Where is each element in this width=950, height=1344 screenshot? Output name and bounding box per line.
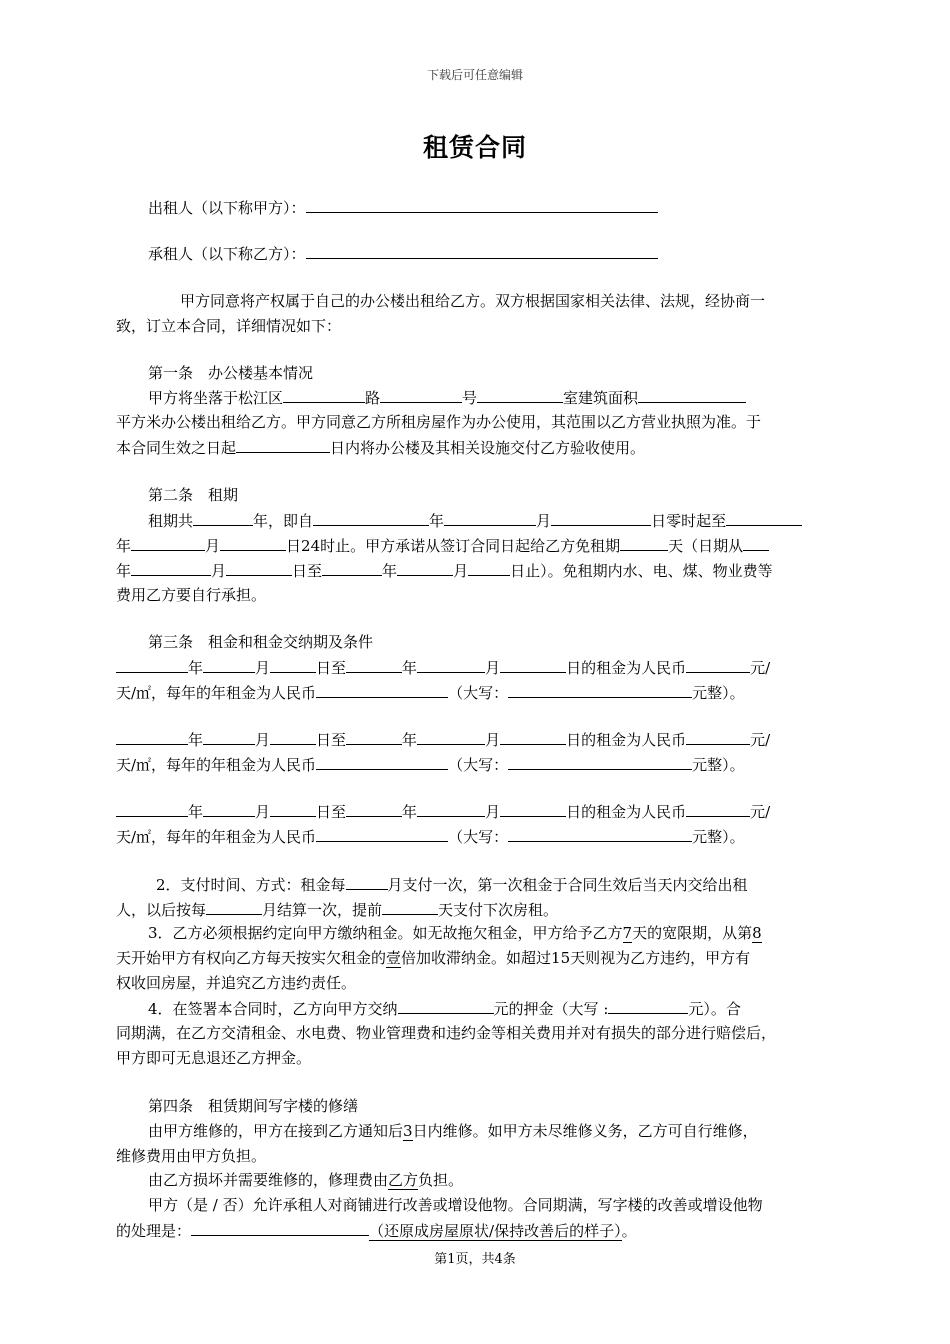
text-segment: 年 (402, 803, 418, 821)
text-segment: 日内将办公楼及其相关设施交付乙方验收使用。 (330, 439, 646, 457)
free-days-field[interactable] (620, 533, 668, 551)
text-segment: 元/ (750, 731, 771, 749)
text-segment: 日至 (316, 659, 347, 677)
free-from-field[interactable] (743, 533, 769, 551)
rent3-from-month-field[interactable] (203, 799, 255, 817)
text-segment: 天/㎡，每年的年租金为人民币 (116, 756, 317, 774)
intro-line-1: 甲方同意将产权属于自己的办公楼出租给乙方。双方根据国家相关法律、法规，经协商一 (180, 292, 766, 310)
article-1-line-3 (116, 435, 838, 461)
rent1-to-month-field[interactable] (417, 655, 485, 673)
rent2-annual-field[interactable] (316, 752, 448, 770)
text-segment: 路 (365, 389, 381, 407)
text-segment: 甲方将坐落于松江区 (148, 389, 284, 407)
text-segment: 年 (188, 803, 204, 821)
text-segment: 由乙方损坏并需要维修的，修理费由 (148, 1171, 389, 1189)
payment-line-1 (156, 872, 878, 898)
text-segment: 月结算一次，提前 (262, 901, 383, 919)
text-segment: 4．在签署本合同时，乙方向甲方交纳 (148, 1000, 398, 1018)
free-to-year-field[interactable] (322, 558, 382, 576)
text-segment: （大写： (448, 756, 509, 774)
improvement-disposal-field[interactable] (191, 1218, 369, 1236)
text-segment: 负担。 (418, 1171, 464, 1189)
text-segment: 室建筑面积 (563, 389, 639, 407)
text-segment: （大写： (448, 684, 509, 702)
article-4-line-1 (148, 1119, 870, 1144)
rent-period-2-line-2 (116, 752, 838, 778)
rent1-daily-rate-field[interactable] (686, 655, 750, 673)
rent-period-1-line-1 (116, 655, 838, 681)
text-segment: 日的租金为人民币 (566, 731, 687, 749)
rent2-daily-rate-field[interactable] (686, 727, 750, 745)
start-year-field[interactable] (313, 508, 429, 526)
text-segment: 日24时止。甲方承诺从签订合同日起给乙方免租期 (286, 537, 621, 555)
improvement-options-text: （还原成房屋原状/保持改善后的样子） (369, 1222, 622, 1240)
text-segment: 日零时起至 (651, 512, 727, 530)
repair-days-value: 3 (403, 1122, 413, 1140)
start-day-field[interactable] (551, 508, 651, 526)
text-segment: 天的宽限期，从第 (632, 924, 753, 942)
article-4-line-2: 维修费用由甲方负担。 (116, 1147, 267, 1165)
text-segment: 元的押金（大写 : (493, 1000, 609, 1018)
text-segment: 月 (205, 537, 221, 555)
delivery-days-field[interactable] (236, 435, 330, 453)
text-segment: 日至 (316, 731, 347, 749)
article-2-line-1 (148, 508, 870, 534)
rent-period-3-line-1 (116, 799, 838, 825)
rent3-daily-rate-field[interactable] (686, 799, 750, 817)
text-segment: 月 (211, 562, 227, 580)
text-segment: 元整）。 (692, 684, 745, 702)
text-segment: 日的租金为人民币 (566, 803, 687, 821)
party-a-label: 出租人（以下称甲方）： (148, 199, 306, 217)
free-from-month-field[interactable] (131, 558, 211, 576)
text-segment: 天（日期从 (668, 537, 744, 555)
start-month-field[interactable] (444, 508, 536, 526)
settle-months-field[interactable] (206, 897, 262, 915)
rent3-annual-field[interactable] (316, 824, 448, 842)
rent2-to-day-field[interactable] (500, 727, 566, 745)
rent1-from-year-field[interactable] (116, 655, 188, 673)
rent2-to-year-field[interactable] (346, 727, 402, 745)
text-segment: 租期共 (148, 512, 194, 530)
contract-title: 租赁合同 (422, 133, 527, 162)
text-segment: 由甲方维修的，甲方在接到乙方通知后 (148, 1122, 404, 1140)
text-segment: 日至 (292, 562, 323, 580)
text-segment: 元）。合 (688, 1000, 741, 1018)
text-segment: 。 (621, 1222, 637, 1240)
late-fee-line-2 (116, 946, 838, 971)
rent1-to-year-field[interactable] (346, 655, 402, 673)
deposit-amount-field[interactable] (398, 996, 494, 1014)
payment-line-2 (116, 897, 838, 923)
article-4-line-5 (116, 1218, 838, 1244)
deposit-line-2: 同期满，在乙方交清租金、水电费、物业管理费和违约金等相关费用并对有损失的部分进行赔偿后， (116, 1024, 777, 1042)
penalty-start-day-value: 8 (752, 924, 762, 942)
party-a-line (148, 195, 870, 221)
article-3-title: 第三条 租金和租金交纳期及条件 (148, 633, 374, 651)
rent3-to-year-field[interactable] (346, 799, 402, 817)
repair-payer-value: 乙方 (388, 1171, 419, 1189)
end-month-field[interactable] (131, 533, 205, 551)
text-segment: 元/ (750, 803, 771, 821)
text-segment: 年 (402, 659, 418, 677)
deposit-words-field[interactable] (608, 996, 688, 1014)
late-fee-line-3: 权收回房屋，并追究乙方违约责任。 (116, 974, 357, 992)
area-field[interactable] (638, 385, 746, 403)
party-a-field[interactable] (306, 195, 658, 213)
rent1-from-month-field[interactable] (203, 655, 255, 673)
text-segment: （大写： (448, 828, 509, 846)
text-segment: 元/ (750, 659, 771, 677)
article-1-line-1 (148, 385, 870, 411)
article-4-line-4: 甲方（是 / 否）允许承租人对商铺进行改善或增设他物。合同期满，写字楼的改善或增设他物 (148, 1196, 763, 1214)
district-field[interactable] (283, 385, 365, 403)
rent-period-1-line-2 (116, 680, 838, 706)
text-segment: 月 (536, 512, 552, 530)
text-segment: 日内维修。如甲方未尽维修义务，乙方可自行维修， (412, 1122, 758, 1140)
text-segment: 3．乙方必须根据约定向甲方缴纳租金。如无故拖欠租金，甲方给予乙方 (148, 924, 623, 942)
rent2-from-year-field[interactable] (116, 727, 188, 745)
text-segment: 月 (255, 731, 271, 749)
rent1-annual-field[interactable] (316, 680, 448, 698)
rent1-from-day-field[interactable] (270, 655, 316, 673)
rent2-from-day-field[interactable] (270, 727, 316, 745)
rent2-from-month-field[interactable] (203, 727, 255, 745)
text-segment: 的处理是： (116, 1222, 192, 1240)
text-segment: 人，以后按每 (116, 901, 207, 919)
text-segment: 日止）。免租期内水、电、煤、物业费等 (510, 562, 773, 580)
end-day-field[interactable] (220, 533, 286, 551)
text-segment: 天支付下次房租。 (438, 901, 559, 919)
late-fee-line-1 (148, 921, 870, 946)
text-segment: 月 (255, 659, 271, 677)
text-segment: 天开始甲方有权向乙方每天按实欠租金的 (116, 949, 387, 967)
article-4-title: 第四条 租赁期间写字楼的修缮 (148, 1097, 359, 1115)
party-b-line (148, 241, 870, 267)
article-2-line-3 (116, 558, 838, 584)
deposit-line-3: 甲方即可无息退还乙方押金。 (116, 1049, 312, 1067)
advance-days-field[interactable] (382, 897, 438, 915)
text-segment: 天/㎡，每年的年租金为人民币 (116, 828, 317, 846)
text-segment: 月 (485, 803, 501, 821)
text-segment: 年 (116, 537, 132, 555)
lease-years-field[interactable] (193, 508, 253, 526)
intro-line-2: 致，订立本合同，详细情况如下： (116, 317, 342, 335)
text-segment: 月支付一次，第一次租金于合同生效后当天内交给出租 (387, 876, 748, 894)
payment-months-field[interactable] (346, 872, 388, 890)
page-header: 下载后可任意编辑 (426, 68, 523, 82)
text-segment: 日至 (316, 803, 347, 821)
rent3-to-month-field[interactable] (417, 799, 485, 817)
rent3-from-day-field[interactable] (270, 799, 316, 817)
free-to-day-field[interactable] (468, 558, 510, 576)
article-2-line-4: 费用乙方要自行承担。 (116, 586, 267, 604)
text-segment: 元整）。 (692, 756, 745, 774)
text-segment: 元整）。 (692, 828, 745, 846)
free-from-day-field[interactable] (226, 558, 292, 576)
party-b-field[interactable] (306, 241, 658, 259)
text-segment: 年 (429, 512, 445, 530)
rent3-to-day-field[interactable] (500, 799, 566, 817)
rent2-annual-words-field[interactable] (508, 752, 692, 770)
article-1-title: 第一条 办公楼基本情况 (148, 364, 314, 382)
grace-days-value: 7 (622, 924, 633, 942)
rent2-to-month-field[interactable] (417, 727, 485, 745)
text-segment: 日的租金为人民币 (566, 659, 687, 677)
article-2-title: 第二条 租期 (148, 486, 239, 504)
text-segment: 月 (485, 659, 501, 677)
text-segment: 月 (485, 731, 501, 749)
text-segment: 月 (255, 803, 271, 821)
rent3-annual-words-field[interactable] (508, 824, 692, 842)
end-year-field[interactable] (726, 508, 802, 526)
penalty-multiple-value: 壹 (386, 949, 402, 967)
page-footer: 第1页，共4条 (434, 1252, 516, 1267)
text-segment: 月 (453, 562, 469, 580)
text-segment: 天/㎡，每年的年租金为人民币 (116, 684, 317, 702)
article-1-line-2: 平方米办公楼出租给乙方。甲方同意乙方所租房屋作为办公使用，其范围以乙方营业执照为准。于 (116, 413, 762, 431)
free-to-month-field[interactable] (397, 558, 453, 576)
rent-period-2-line-1 (116, 727, 838, 753)
text-segment: 年 (188, 659, 204, 677)
rent-period-3-line-2 (116, 824, 838, 850)
rent1-to-day-field[interactable] (500, 655, 566, 673)
text-segment: 年 (116, 562, 132, 580)
article-2-line-2 (116, 533, 838, 559)
text-segment: 号 (462, 389, 478, 407)
text-segment: 2．支付时间、方式：租金每 (156, 876, 346, 894)
rent1-annual-words-field[interactable] (508, 680, 692, 698)
text-segment: 倍加收滞纳金。如超过15天则视为乙方违约，甲方有 (401, 949, 751, 967)
text-segment: 年 (188, 731, 204, 749)
number-field[interactable] (477, 385, 563, 403)
road-field[interactable] (380, 385, 462, 403)
text-segment: 年，即自 (253, 512, 314, 530)
text-segment: 本合同生效之日起 (116, 439, 237, 457)
text-segment: 年 (382, 562, 398, 580)
deposit-line-1 (148, 996, 870, 1022)
article-4-line-3 (148, 1168, 870, 1193)
rent3-from-year-field[interactable] (116, 799, 188, 817)
party-b-label: 承租人（以下称乙方）： (148, 245, 306, 263)
text-segment: 年 (402, 731, 418, 749)
